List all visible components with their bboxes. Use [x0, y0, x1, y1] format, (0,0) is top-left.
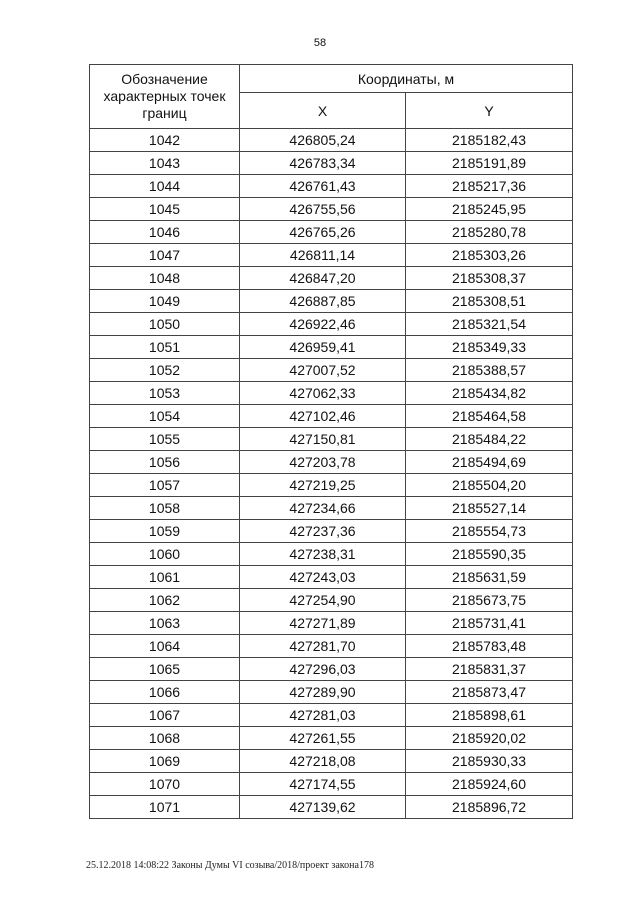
- point-id-cell: 1050: [90, 313, 240, 336]
- table-row: [90, 704, 573, 727]
- point-id-cell: 1044: [90, 175, 240, 198]
- x-coordinate-cell: 426761,43: [240, 175, 406, 198]
- coordinates-header: Координаты, м: [240, 65, 573, 93]
- point-label-header: Обозначение характерных точек границ: [90, 65, 240, 129]
- x-coordinate-cell: 427238,31: [240, 543, 406, 566]
- footer-stamp: 25.12.2018 14:08:22 Законы Думы VI созыва/2018/проект закона178: [86, 860, 374, 871]
- y-coordinate-cell: 2185303,26: [406, 244, 573, 267]
- x-coordinate-cell: 427281,70: [240, 635, 406, 658]
- y-coordinate-cell: 2185590,35: [406, 543, 573, 566]
- point-id-cell: 1067: [90, 704, 240, 727]
- x-coordinate-cell: 427219,25: [240, 474, 406, 497]
- x-coordinate-cell: 427139,62: [240, 796, 406, 819]
- table-row: [90, 451, 573, 474]
- y-coordinate-cell: 2185783,48: [406, 635, 573, 658]
- point-id-cell: 1051: [90, 336, 240, 359]
- y-coordinate-cell: 2185831,37: [406, 658, 573, 681]
- point-id-cell: 1058: [90, 497, 240, 520]
- x-coordinate-cell: 427237,36: [240, 520, 406, 543]
- y-coordinate-cell: 2185308,51: [406, 290, 573, 313]
- x-coordinate-cell: 427254,90: [240, 589, 406, 612]
- y-coordinate-cell: 2185554,73: [406, 520, 573, 543]
- table-row: [90, 681, 573, 704]
- x-coordinate-cell: 427218,08: [240, 750, 406, 773]
- y-coordinate-cell: 2185464,58: [406, 405, 573, 428]
- table-header: [90, 65, 573, 129]
- point-id-cell: 1043: [90, 152, 240, 175]
- page-number: 58: [313, 37, 327, 49]
- x-coordinate-cell: 426755,56: [240, 198, 406, 221]
- table-row: [90, 244, 573, 267]
- y-coordinate-cell: 2185349,33: [406, 336, 573, 359]
- point-id-cell: 1060: [90, 543, 240, 566]
- x-coordinate-cell: 426783,34: [240, 152, 406, 175]
- table-row: [90, 290, 573, 313]
- x-coordinate-cell: 427062,33: [240, 382, 406, 405]
- point-id-cell: 1071: [90, 796, 240, 819]
- x-coordinate-cell: 427281,03: [240, 704, 406, 727]
- y-coordinate-cell: 2185484,22: [406, 428, 573, 451]
- x-coordinate-cell: 426959,41: [240, 336, 406, 359]
- point-id-cell: 1054: [90, 405, 240, 428]
- x-coordinate-cell: 427150,81: [240, 428, 406, 451]
- point-id-cell: 1061: [90, 566, 240, 589]
- x-coordinate-cell: 426811,14: [240, 244, 406, 267]
- y-coordinate-cell: 2185673,75: [406, 589, 573, 612]
- table-row: [90, 267, 573, 290]
- x-coordinate-cell: 427007,52: [240, 359, 406, 382]
- table-row: [90, 566, 573, 589]
- point-id-cell: 1055: [90, 428, 240, 451]
- table-row: [90, 382, 573, 405]
- point-id-cell: 1065: [90, 658, 240, 681]
- point-id-cell: 1046: [90, 221, 240, 244]
- y-coordinate-cell: 2185924,60: [406, 773, 573, 796]
- x-coordinate-cell: 427261,55: [240, 727, 406, 750]
- x-coordinate-cell: 426922,46: [240, 313, 406, 336]
- y-coordinate-cell: 2185631,59: [406, 566, 573, 589]
- table-row: [90, 474, 573, 497]
- point-id-cell: 1048: [90, 267, 240, 290]
- y-coordinate-cell: 2185217,36: [406, 175, 573, 198]
- table-row: [90, 796, 573, 819]
- y-coordinate-cell: 2185494,69: [406, 451, 573, 474]
- x-coordinate-cell: 426847,20: [240, 267, 406, 290]
- table-row: [90, 221, 573, 244]
- x-coordinate-cell: 426805,24: [240, 129, 406, 152]
- coordinates-table: [89, 64, 573, 819]
- table-row: [90, 635, 573, 658]
- point-id-cell: 1053: [90, 382, 240, 405]
- y-coordinate-cell: 2185873,47: [406, 681, 573, 704]
- point-id-cell: 1069: [90, 750, 240, 773]
- x-coordinate-cell: 426887,85: [240, 290, 406, 313]
- table-row: [90, 359, 573, 382]
- table-row: [90, 428, 573, 451]
- table-row: [90, 612, 573, 635]
- x-coordinate-cell: 427271,89: [240, 612, 406, 635]
- table-row: [90, 313, 573, 336]
- point-id-cell: 1070: [90, 773, 240, 796]
- y-coordinate-cell: 2185898,61: [406, 704, 573, 727]
- point-id-cell: 1047: [90, 244, 240, 267]
- x-header: X: [240, 93, 406, 129]
- point-id-cell: 1066: [90, 681, 240, 704]
- y-coordinate-cell: 2185280,78: [406, 221, 573, 244]
- y-coordinate-cell: 2185434,82: [406, 382, 573, 405]
- point-id-cell: 1059: [90, 520, 240, 543]
- x-coordinate-cell: 427174,55: [240, 773, 406, 796]
- y-coordinate-cell: 2185308,37: [406, 267, 573, 290]
- y-coordinate-cell: 2185388,57: [406, 359, 573, 382]
- x-coordinate-cell: 427102,46: [240, 405, 406, 428]
- y-coordinate-cell: 2185920,02: [406, 727, 573, 750]
- point-id-cell: 1042: [90, 129, 240, 152]
- x-coordinate-cell: 426765,26: [240, 221, 406, 244]
- y-coordinate-cell: 2185527,14: [406, 497, 573, 520]
- point-id-cell: 1056: [90, 451, 240, 474]
- table-row: [90, 175, 573, 198]
- point-id-cell: 1049: [90, 290, 240, 313]
- y-coordinate-cell: 2185245,95: [406, 198, 573, 221]
- table-row: [90, 658, 573, 681]
- y-coordinate-cell: 2185504,20: [406, 474, 573, 497]
- point-id-cell: 1062: [90, 589, 240, 612]
- table-row: [90, 152, 573, 175]
- x-coordinate-cell: 427289,90: [240, 681, 406, 704]
- point-id-cell: 1063: [90, 612, 240, 635]
- x-coordinate-cell: 427234,66: [240, 497, 406, 520]
- point-id-cell: 1045: [90, 198, 240, 221]
- y-coordinate-cell: 2185896,72: [406, 796, 573, 819]
- y-header: Y: [406, 93, 573, 129]
- x-coordinate-cell: 427203,78: [240, 451, 406, 474]
- table-row: [90, 520, 573, 543]
- y-coordinate-cell: 2185930,33: [406, 750, 573, 773]
- table-row: [90, 129, 573, 152]
- table-row: [90, 727, 573, 750]
- x-coordinate-cell: 427243,03: [240, 566, 406, 589]
- table-row: [90, 497, 573, 520]
- table-row: [90, 773, 573, 796]
- point-id-cell: 1068: [90, 727, 240, 750]
- y-coordinate-cell: 2185191,89: [406, 152, 573, 175]
- table-row: [90, 336, 573, 359]
- table-row: [90, 405, 573, 428]
- y-coordinate-cell: 2185321,54: [406, 313, 573, 336]
- point-id-cell: 1052: [90, 359, 240, 382]
- table-row: [90, 589, 573, 612]
- table-row: [90, 198, 573, 221]
- point-id-cell: 1057: [90, 474, 240, 497]
- x-coordinate-cell: 427296,03: [240, 658, 406, 681]
- y-coordinate-cell: 2185182,43: [406, 129, 573, 152]
- y-coordinate-cell: 2185731,41: [406, 612, 573, 635]
- table-row: [90, 750, 573, 773]
- table-body: [90, 129, 573, 819]
- point-id-cell: 1064: [90, 635, 240, 658]
- table-row: [90, 543, 573, 566]
